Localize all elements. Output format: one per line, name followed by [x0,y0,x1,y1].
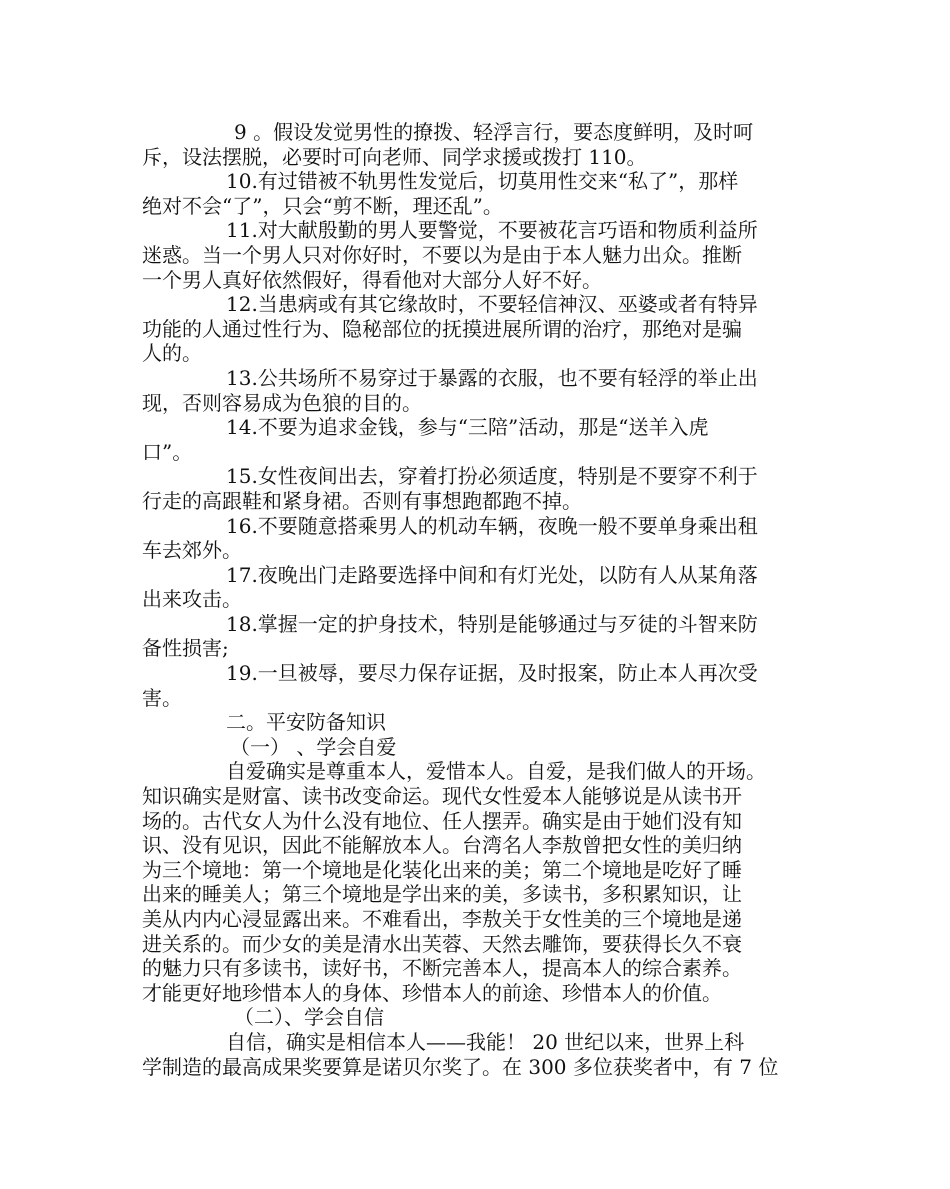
text-line: 人的。 [142,341,202,366]
text-line: 知识确实是财富、读书改变命运。现代女性爱本人能够说是从读书开 [142,784,742,809]
text-line: 斥，设法摆脱，必要时可向老师、同学求援或拨打 110。 [142,144,647,169]
text-line: 自信，确实是相信本人——我能！ 20 世纪以来，世界上科 [226,1029,745,1054]
text-line: 14.不要为追求金钱，参与“三陪”活动，那是“送羊入虎 [226,415,709,440]
text-line: 9 。假设发觉男性的撩拨、轻浮言行，要态度鲜明，及时呵 [234,120,754,144]
text-line: 学制造的最高成果奖要算是诺贝尔奖了。在 300 多位获奖者中，有 7 位 [142,1054,779,1079]
text-line: 17.夜晚出门走路要选择中间和有灯光处，以防有人从某角落 [226,562,758,587]
text-line: 为三个境地：第一个境地是化装化出来的美；第二个境地是吃好了睡 [142,857,742,882]
text-line: 识、没有见识，因此不能解放本人。台湾名人李敖曾把女性的美归纳 [142,833,742,858]
text-line: 19.一旦被辱，要尽力保存证据，及时报案，防止本人再次受 [226,661,758,686]
text-line: 一个男人真好依然假好，得看他对大部分人好不好。 [142,267,602,292]
text-line: 场的。古代女人为什么没有地位、任人摆弄。确实是由于她们没有知 [142,808,742,833]
document-body [142,120,832,1079]
text-line: （一） 、学会自爱 [230,734,397,759]
text-line: （二）、学会自信 [234,1005,384,1030]
text-line: 行走的高跟鞋和紧身裙。否则有事想跑都跑不掉。 [142,488,582,513]
text-line: 才能更好地珍惜本人的身体、珍惜本人的前途、珍惜本人的价值。 [142,980,722,1005]
text-line: 迷惑。当一个男人只对你好时，不要以为是由于本人魅力出众。推断 [142,242,742,267]
text-line: 二。平安防备知识 [226,710,386,735]
text-line: 功能的人通过性行为、隐秘部位的抚摸进展所谓的治疗，那绝对是骗 [142,316,742,341]
text-line: 车去郊外。 [142,538,242,563]
text-line: 害。 [142,685,182,710]
text-line: 出来的睡美人；第三个境地是学出来的美，多读书，多积累知识，让 [142,882,742,907]
text-line: 进关系的。而少女的美是清水出芙蓉、天然去雕饰，要获得长久不衰 [142,931,742,956]
text-line: 绝对不会“了”，只会“剪不断，理还乱”。 [142,193,503,218]
text-line: 12.当患病或有其它缘故时，不要轻信神汉、巫婆或者有特异 [226,292,758,317]
text-line: 出来攻击。 [142,587,242,612]
text-line: 现，否则容易成为色狼的目的。 [142,390,422,415]
text-line: 备性损害; [142,636,229,661]
text-line: 13.公共场所不易穿过于暴露的衣服，也不要有轻浮的举止出 [226,365,758,390]
text-line: 15.女性夜间出去，穿着打扮必须适度，特别是不要穿不利于 [226,464,758,489]
text-line: 18.掌握一定的护身技术，特别是能够通过与歹徒的斗智来防 [226,611,758,636]
text-line: 口”。 [142,439,193,464]
text-line: 的魅力只有多读书，读好书，不断完善本人，提高本人的综合素养。 [142,956,742,981]
text-line: 10.有过错被不轨男性发觉后，切莫用性交来“私了”，那样 [226,169,739,194]
text-line: 16.不要随意搭乘男人的机动车辆，夜晚一般不要单身乘出租 [226,513,758,538]
text-line: 自爱确实是尊重本人，爱惜本人。自爱，是我们做人的开场。 [226,759,766,784]
text-line: 美从内内心浸显露出来。不难看出，李敖关于女性美的三个境地是递 [142,907,742,931]
text-line: 11.对大献殷勤的男人要警觉，不要被花言巧语和物质利益所 [226,218,758,243]
